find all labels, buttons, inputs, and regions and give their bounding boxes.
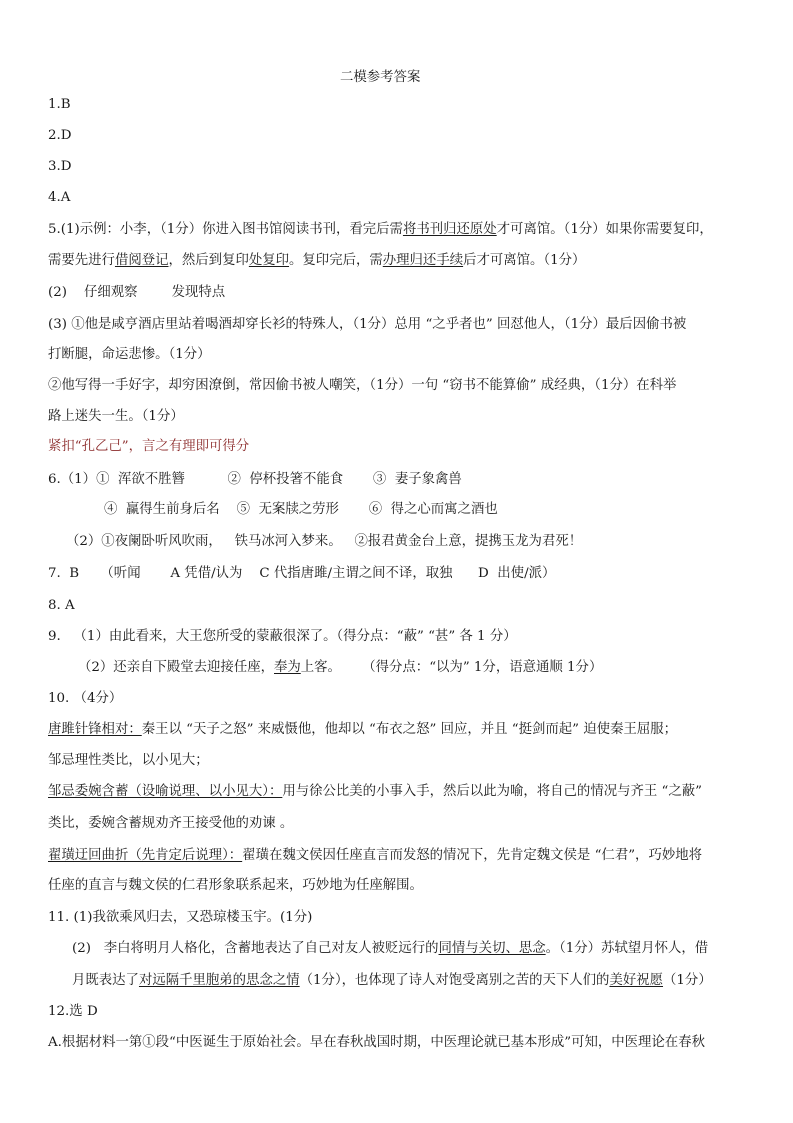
text: 月既表达了 <box>72 973 139 988</box>
answer-10-line-6: 任座的直言与魏文侯的仁君形象联系起来，巧妙地为任座解围。 <box>48 878 423 893</box>
underlined-key-phrase: 借阅登记 <box>114 253 169 268</box>
answer-10-heading: 10. （4分） <box>48 691 123 706</box>
answer-8: 8. A <box>48 598 75 613</box>
underlined-key-phrase: 将书刊归还原处 <box>402 222 497 237</box>
answer-9-line-2 <box>78 659 602 677</box>
text: （1分） <box>663 973 712 988</box>
answer-5-part-2: (2) 仔细观察 发现特点 <box>48 285 226 300</box>
page-title: 二模参考答案 <box>340 70 421 85</box>
answer-10-line-3 <box>48 783 702 801</box>
answer-11-line-3 <box>72 972 712 990</box>
answer-10-line-4: 类比，委婉含蓄规劝齐王接受他的劝谏 。 <box>48 816 294 831</box>
answer-6-line-3: （2）①夜阑卧听风吹雨， 铁马冰河入梦来。 ②报君黄金台上意，提携玉龙为君死！ <box>66 534 583 549</box>
answer-6-line-1: 6.（1）① 浑欲不胜簪 ② 停杯投箸不能食 ③ 妻子象禽兽 <box>48 472 462 487</box>
underlined-key-phrase: 美好祝愿 <box>609 973 664 988</box>
answer-10-line-5 <box>48 847 702 865</box>
underlined-key-phrase: 对远隔千里胞弟的思念之情 <box>138 973 300 988</box>
underlined-key-phrase: 唐雎针锋相对： <box>48 722 142 737</box>
answer-1: 1.B <box>48 97 71 112</box>
answer-10-line-1 <box>48 721 677 739</box>
text: 。（1分）苏轼望月怀人，借 <box>545 941 709 956</box>
answer-6-line-2: ④ 赢得生前身后名 ⑤ 无案牍之劳形 ⑥ 得之心而寓之酒也 <box>104 502 498 517</box>
answer-11-line-1: 11. (1)我欲乘风归去，又恐琼楼玉宇。(1分) <box>48 910 313 925</box>
underlined-key-phrase: 奉为 <box>274 660 301 675</box>
text: 秦王以 “天子之怒” 来威慑他，他却以 “布衣之怒” 回应，并且 “挺剑而起” 迫使秦王屈服； <box>141 722 678 737</box>
answer-5-part-3-line-2: 打断腿，命运悲惨。（1分） <box>48 347 211 362</box>
answer-12-heading: 12.选 D <box>48 1004 98 1019</box>
answer-9-line-1: 9. （1）由此看来，大王您所受的蒙蔽很深了。（得分点：“蔽” “甚” 各 1 分） <box>48 629 517 644</box>
underlined-key-phrase: 处复印 <box>248 253 290 268</box>
text: 上客。 （得分点：“以为” 1分，语意通顺 1分） <box>300 660 603 675</box>
text: 用与徐公比美的小事入手，然后以此为喻，将自己的情况与齐王 “之蔽” <box>282 784 703 799</box>
answer-5-line-2 <box>48 252 585 270</box>
text: 才可离馆。（1分）如果你需要复印， <box>496 222 713 237</box>
underlined-key-phrase: 同情与关切、思念 <box>438 941 546 956</box>
answer-5-part-3-line-3: ②他写得一手好字，却穷困潦倒，常因偷书被人嘲笑，（1分）一句 “窃书不能算偷” 成经典，（1分）在科举 <box>48 378 677 393</box>
text: (2) 李白将明月人格化，含蓄地表达了自己对友人被贬远行的 <box>72 941 439 956</box>
underlined-key-phrase: 邹忌委婉含蓄（设喻说理、以小见大）： <box>48 784 283 799</box>
answer-3: 3.D <box>48 159 72 174</box>
text: 翟璜在魏文侯因任座直言而发怒的情况下，先肯定魏文侯是 “仁君”，巧妙地将 <box>242 848 703 863</box>
answer-5-part-3-line-1: (3) ①他是咸亨酒店里站着喝酒却穿长衫的特殊人，（1分）总用 “之乎者也” 回怼他人，（1分）最后因偷书被 <box>48 317 687 332</box>
text: ，然后到复印 <box>168 253 249 268</box>
answer-12-line-1: A.根据材料一第①段“中医诞生于原始社会。早在春秋战国时期，中医理论就已基本形成”可知，中医理论在春秋 <box>48 1035 705 1050</box>
underlined-key-phrase: 翟璜迂回曲折（先肯定后说理）： <box>48 848 243 863</box>
answer-2: 2.D <box>48 128 72 143</box>
answer-5-line-1 <box>48 221 713 239</box>
answer-5-part-3-line-4: 路上迷失一生。（1分） <box>48 409 184 424</box>
text: （2）还亲自下殿堂去迎接任座， <box>78 660 274 675</box>
text: 后才可离馆。（1分） <box>463 253 586 268</box>
text: （1分），也体现了诗人对饱受离别之苦的天下人们的 <box>299 973 610 988</box>
underlined-key-phrase: 办理归还手续 <box>382 253 464 268</box>
grading-note: 紧扣“孔乙己”，言之有理即可得分 <box>48 439 250 454</box>
text: 5.(1)示例：小李，（1分）你进入图书馆阅读书刊，看完后需 <box>48 222 403 237</box>
text: 需要先进行 <box>48 253 115 268</box>
answer-10-line-2: 邹忌理性类比，以小见大； <box>48 753 209 768</box>
answer-7: 7. B （听闻 A 凭借/认为 C 代指唐雎/主谓之间不译，取独 D 出使/派） <box>48 566 556 581</box>
answer-11-line-2 <box>72 940 708 958</box>
answer-4: 4.A <box>48 190 71 205</box>
text: 。复印完后，需 <box>289 253 383 268</box>
